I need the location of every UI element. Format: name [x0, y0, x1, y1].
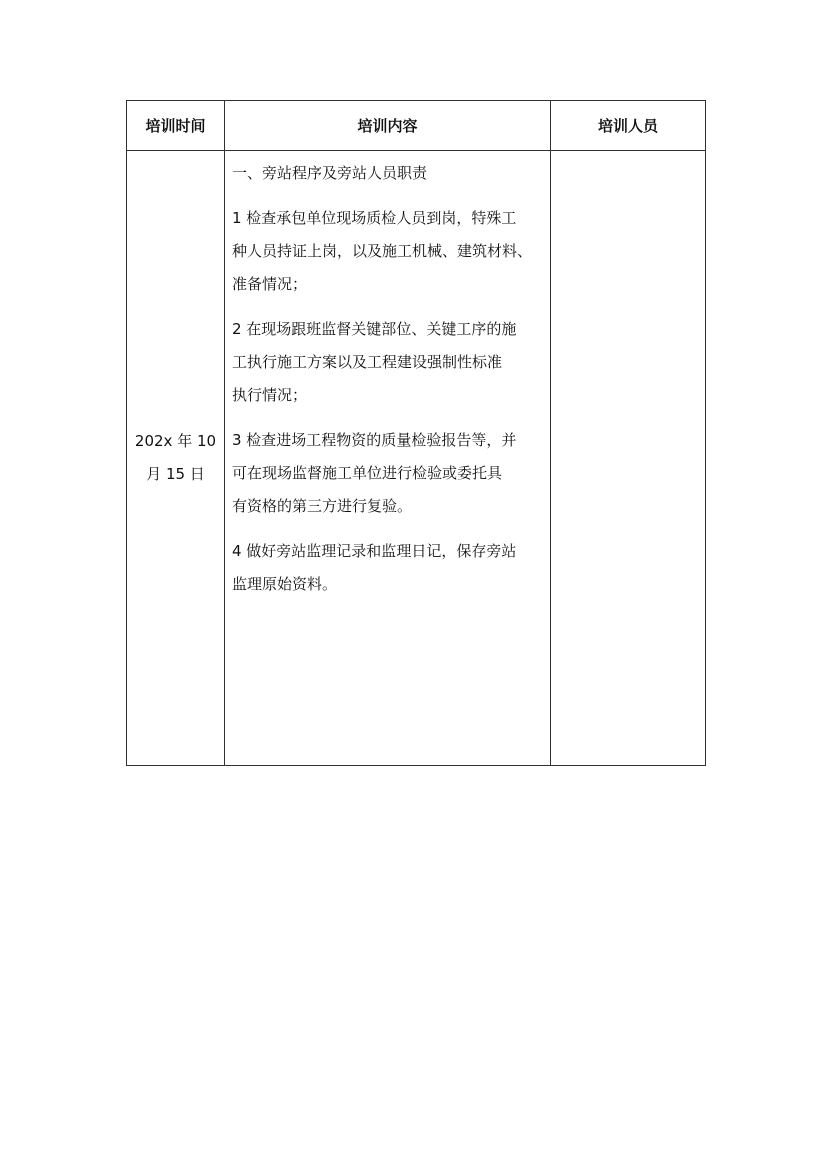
training-time-cell [127, 151, 225, 766]
content-line: 一、旁站程序及旁站人员职责 [232, 164, 428, 182]
content-line: 1 检查承包单位现场质检人员到岗，特殊工 [232, 209, 517, 227]
content-line: 准备情况； [232, 275, 308, 293]
content-line: 2 在现场跟班监督关键部位、关键工序的施 [232, 320, 517, 338]
content-paragraph [232, 535, 544, 601]
content-line: 4 做好旁站监理记录和监理日记，保存旁站 [232, 542, 517, 560]
content-paragraph [232, 202, 544, 301]
content-paragraph [232, 313, 544, 412]
training-table [126, 100, 706, 766]
content-line: 监理原始资料。 [232, 575, 338, 593]
content-line: 执行情况； [232, 386, 308, 404]
training-date-line: 202x 年 10 [134, 432, 217, 450]
content-line: 工执行施工方案以及工程建设强制性标准 [232, 353, 503, 371]
header-training-time: 培训时间 [127, 101, 225, 151]
header-training-people: 培训人员 [551, 101, 706, 151]
header-training-content: 培训内容 [225, 101, 551, 151]
table-header-row [127, 101, 706, 151]
content-line: 有资格的第三方进行复验。 [232, 497, 413, 515]
content-paragraph [232, 157, 544, 190]
content-line: 3 检查进场工程物资的质量检验报告等，并 [232, 431, 517, 449]
content-paragraph [232, 424, 544, 523]
table-row [127, 151, 706, 766]
training-content-cell [225, 151, 551, 766]
content-line: 可在现场监督施工单位进行检验或委托具 [232, 464, 503, 482]
content-line: 种人员持证上岗，以及施工机械、建筑材料、 [232, 242, 533, 260]
training-people-cell [551, 151, 706, 766]
training-date-line: 月 15 日 [146, 465, 205, 483]
